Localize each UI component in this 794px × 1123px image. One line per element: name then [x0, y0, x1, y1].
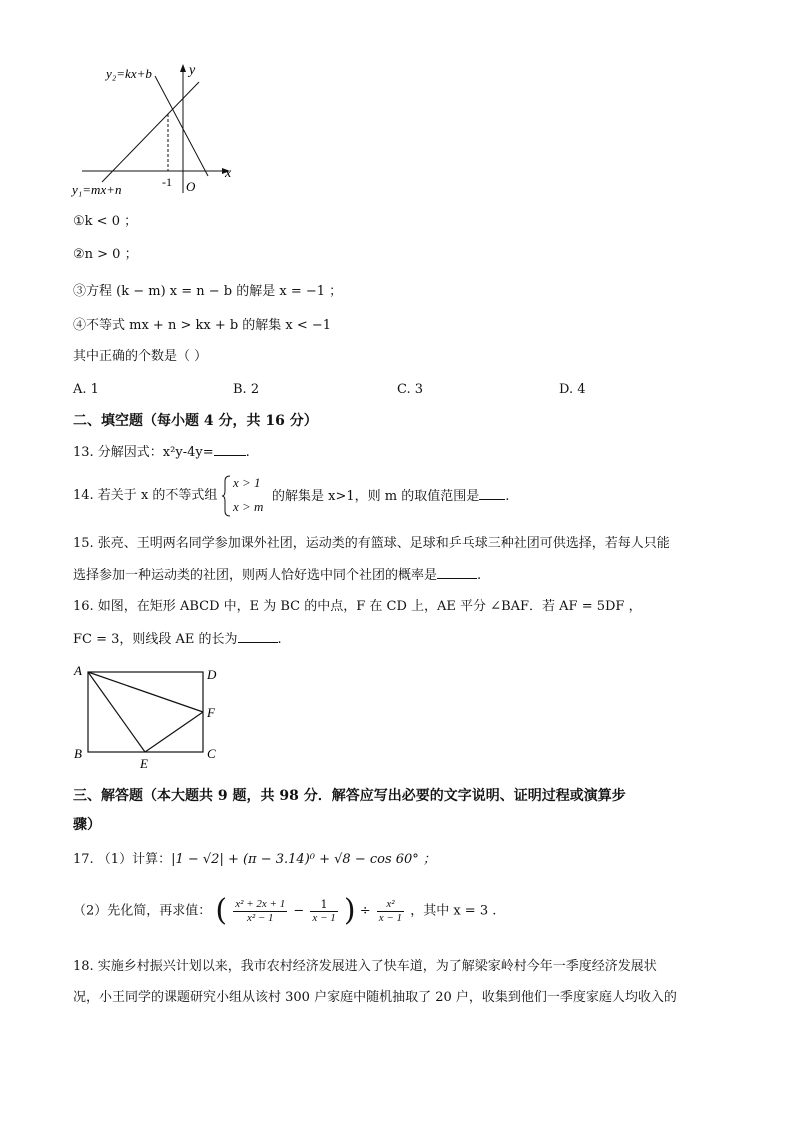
- question-18-line-2: 况，小王同学的课题研究小组从该村 300 户家庭中随机抽取了 20 户，收集到他们一季度家庭人均收入的: [73, 990, 677, 1005]
- fraction-1-denominator: x² − 1: [246, 911, 274, 924]
- option-a: A. 1: [73, 382, 99, 397]
- question-15-text: 选择参加一种运动类的社团，则两人恰好选中同个社团的概率是: [73, 568, 438, 583]
- segment-af: [88, 672, 203, 712]
- question-14-pre: 14. 若关于 x 的不等式组: [73, 488, 218, 503]
- fraction-3: [377, 898, 404, 925]
- statement-4: ④不等式 mx + n > kx + b 的解集 x < −1: [73, 318, 332, 333]
- question-13-end: .: [245, 445, 250, 460]
- question-16-line-2: [73, 630, 282, 649]
- label-y2: y₂=kx+b: [106, 66, 152, 81]
- question-prompt: 其中正确的个数是（ ）: [73, 349, 208, 364]
- question-17-part-1: [73, 851, 436, 869]
- linear-functions-graph: [62, 58, 252, 198]
- point-b: B: [74, 746, 82, 761]
- question-18-line-1: 18. 实施乡村振兴计划以来，我市农村经济发展进入了快车道，为了解梁家岭村今年一季度经济发展状: [73, 959, 657, 974]
- segment-ae: [88, 672, 145, 752]
- answer-blank-13: [214, 443, 246, 456]
- y-axis-arrow: [180, 64, 186, 72]
- question-17-part-2-post: ，其中 x = 3 .: [410, 903, 497, 919]
- question-17-part-1-label: 17. （1）计算：: [73, 852, 172, 867]
- statement-1: ①k < 0 ；: [73, 214, 138, 229]
- system-brace: [222, 475, 232, 517]
- answer-blank-16: [238, 630, 278, 643]
- point-f: F: [207, 705, 215, 720]
- line-y2: [155, 76, 208, 176]
- fraction-1: [233, 898, 287, 925]
- system-row-1: x > 1: [233, 475, 261, 490]
- minus-sign: −: [293, 903, 305, 919]
- question-15-line-1: 15. 张亮、王明两名同学参加课外社团，运动类的有篮球、足球和乒乓球三种社团可供选择，若每人只能: [73, 536, 670, 551]
- question-17-part-2: [73, 893, 497, 928]
- label-y-axis: y: [189, 63, 196, 78]
- label-y1: y₁=mx+n: [72, 182, 122, 197]
- fraction-3-denominator: x − 1: [378, 911, 403, 924]
- section-2-heading: 二、填空题（每小题 4 分，共 16 分）: [73, 413, 318, 429]
- question-17-part-1-expression: |1 − √2| + (π − 3.14)⁰ + √8 − cos 60° ；: [171, 852, 436, 867]
- rectangle-figure: [70, 660, 230, 775]
- question-16-text: FC = 3，则线段 AE 的长为: [73, 632, 238, 647]
- point-e: E: [140, 756, 148, 771]
- label-origin: O: [186, 179, 196, 194]
- question-14-post: 的解集是 x>1，则 m 的取值范围是: [272, 489, 480, 504]
- option-d: D. 4: [559, 382, 586, 397]
- point-a: A: [74, 663, 82, 678]
- question-16-end: .: [277, 632, 282, 647]
- divide-sign: ÷: [359, 903, 371, 919]
- question-13: [73, 443, 250, 462]
- fraction-3-numerator: x²: [377, 898, 404, 912]
- system-row-2: x > m: [233, 499, 264, 514]
- segment-ef: [145, 712, 203, 752]
- right-paren: ): [343, 893, 356, 928]
- question-14-end: .: [505, 489, 510, 504]
- question-17-part-2-label: （2）先化简，再求值：: [73, 903, 212, 919]
- question-15-line-2: [73, 566, 481, 585]
- question-15-end: .: [477, 568, 482, 583]
- fraction-1-numerator: x² + 2x + 1: [235, 897, 286, 910]
- label-minus-one: -1: [162, 175, 172, 189]
- question-13-text: 13. 分解因式：x²y-4y=: [73, 445, 214, 460]
- question-16-line-1: 16. 如图，在矩形 ABCD 中，E 为 BC 的中点，F 在 CD 上，AE 平分 ∠BAF．若 AF = 5DF ，: [73, 599, 642, 614]
- option-c: C. 3: [397, 382, 424, 397]
- point-d: D: [207, 667, 217, 682]
- statement-3: ③方程 (k − m) x = n − b 的解是 x = −1 ；: [73, 284, 343, 299]
- question-14: [272, 487, 509, 506]
- section-3-heading-line-1: 三、解答题（本大题共 9 题，共 98 分．解答应写出必要的文字说明、证明过程或演算步: [73, 788, 626, 804]
- label-x-axis: x: [225, 166, 232, 181]
- option-b: B. 2: [233, 382, 260, 397]
- fraction-2-denominator: x − 1: [312, 911, 336, 924]
- left-paren: (: [215, 893, 228, 928]
- point-c: C: [207, 746, 216, 761]
- fraction-2-numerator: 1: [310, 898, 337, 912]
- section-3-heading-line-2: 骤）: [73, 817, 101, 833]
- fraction-2: [310, 898, 337, 925]
- answer-blank-14: [479, 487, 505, 500]
- statement-2: ②n > 0 ；: [73, 247, 138, 262]
- rectangle-abcd: [88, 672, 203, 752]
- answer-blank-15: [437, 566, 477, 579]
